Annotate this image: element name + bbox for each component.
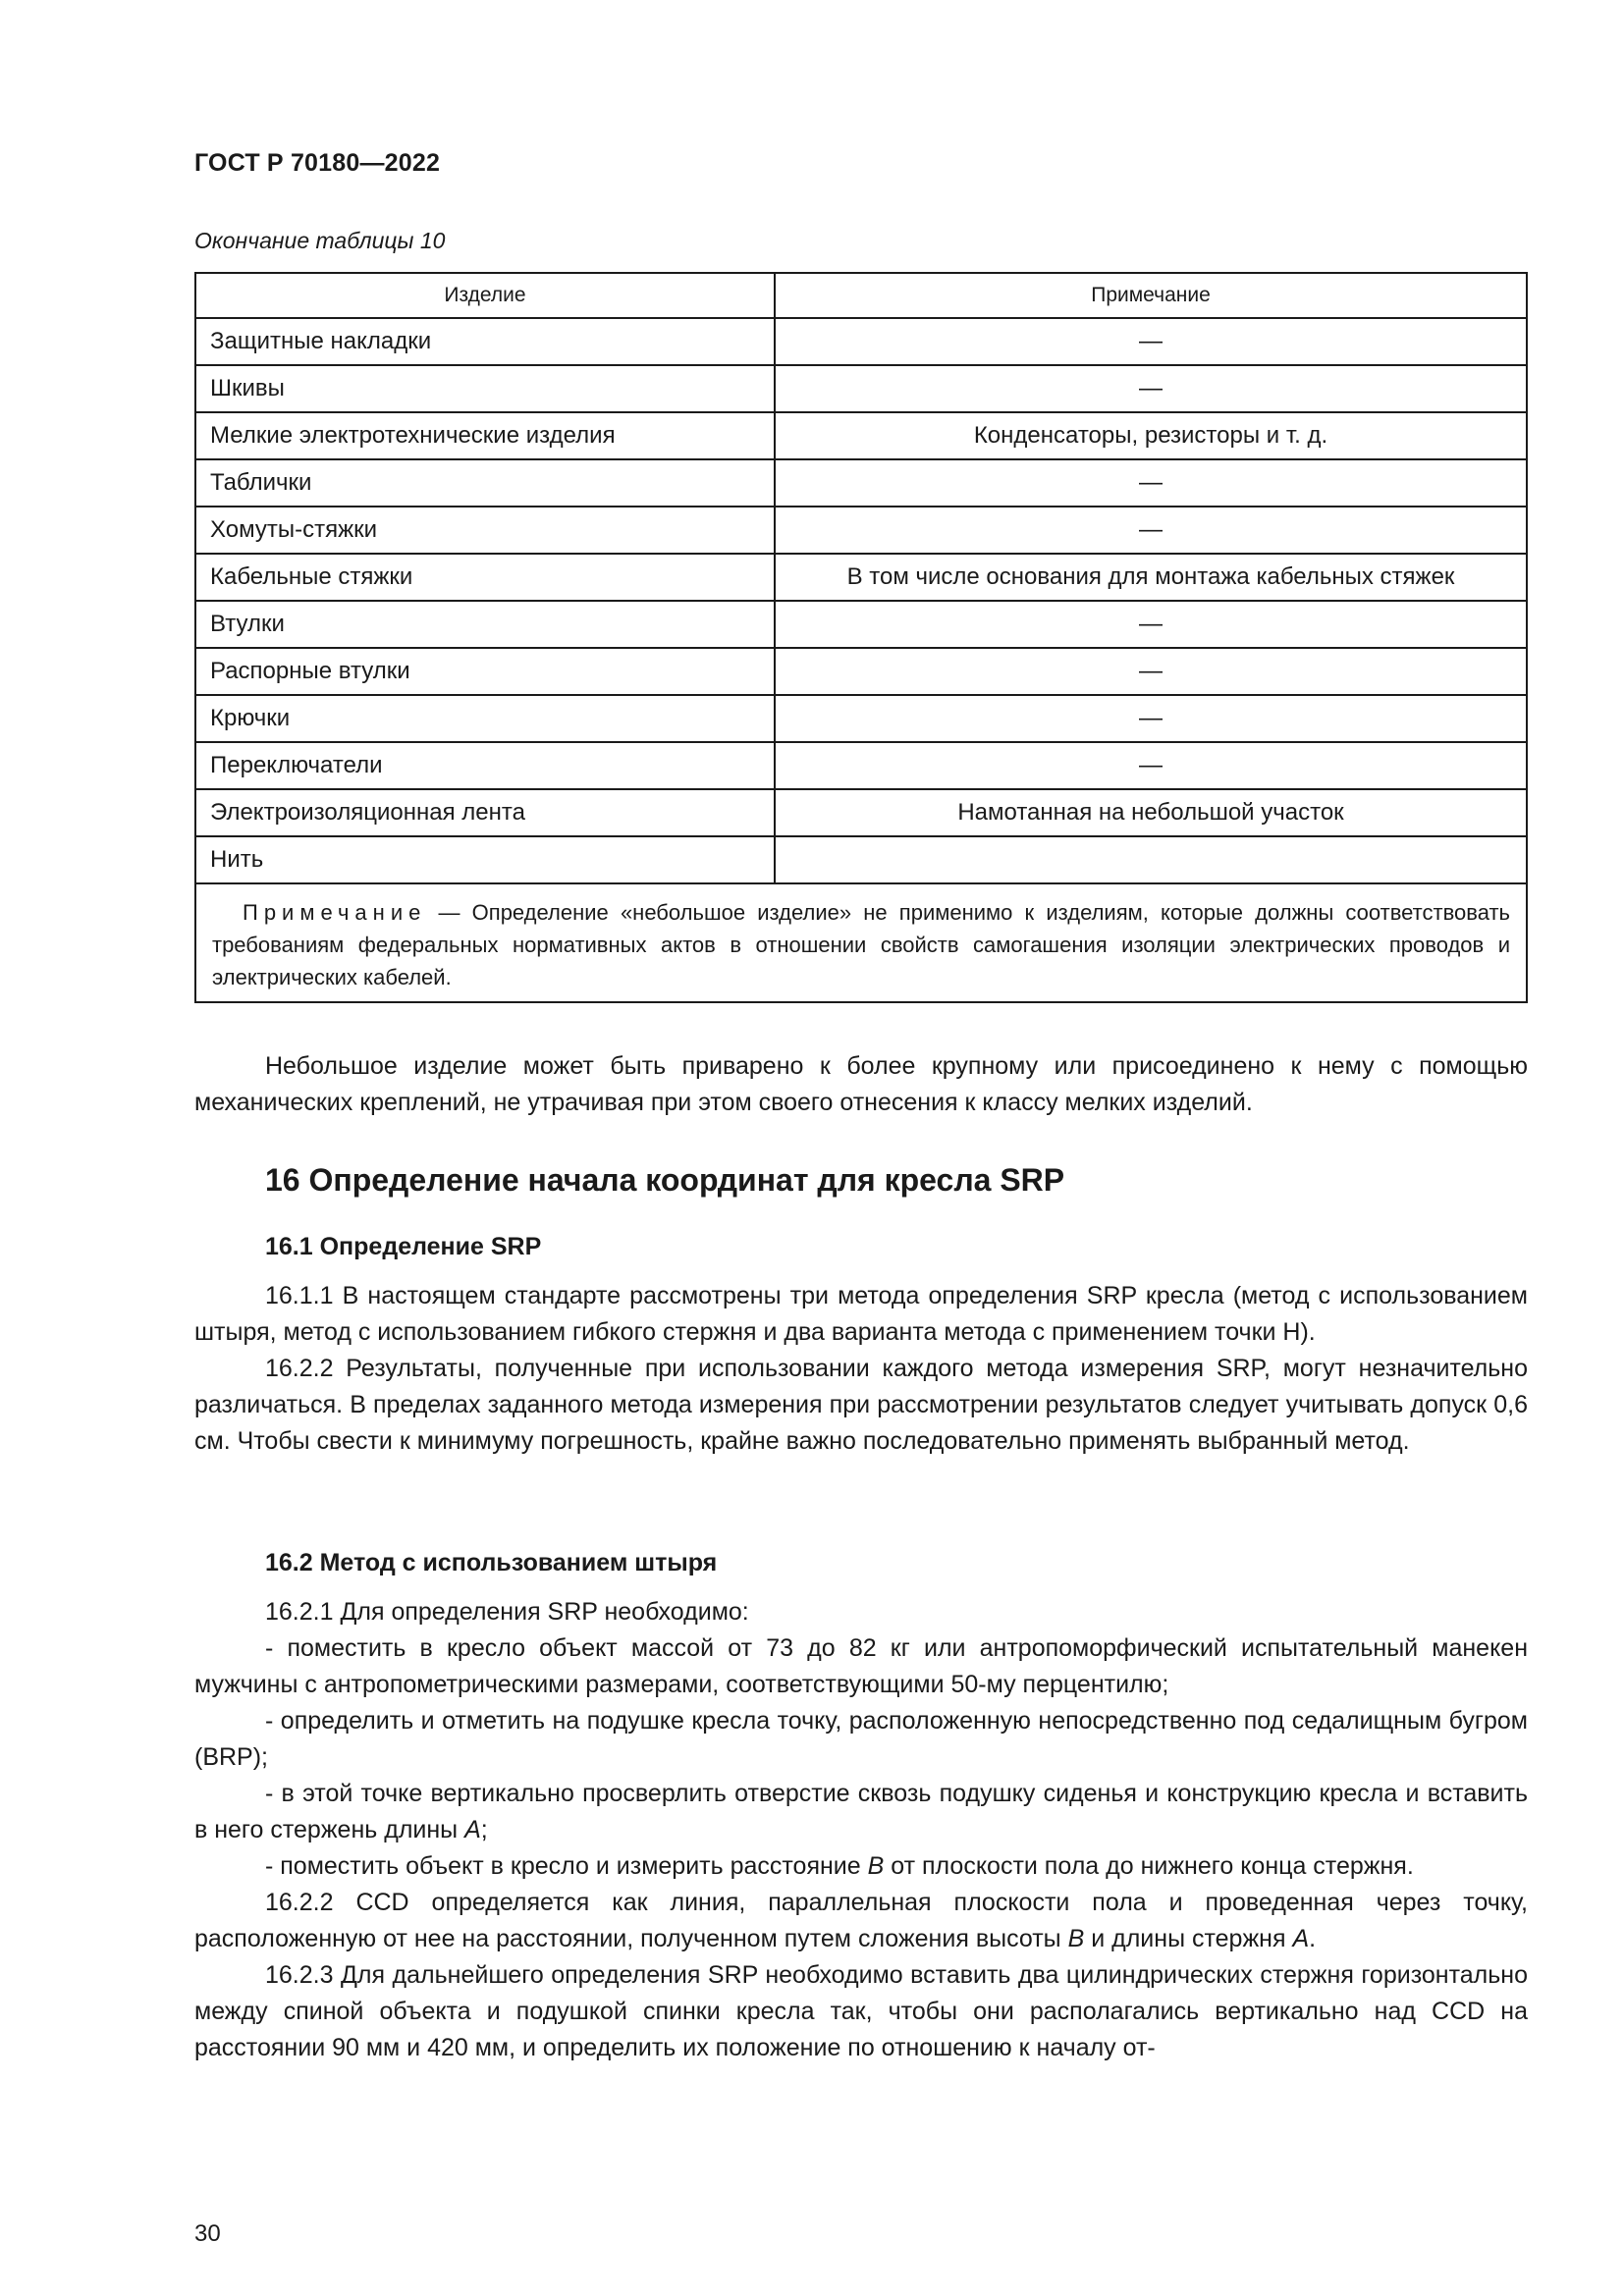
table-cell-item: Электроизоляционная лента <box>195 789 775 836</box>
table-cell-item: Защитные накладки <box>195 318 775 365</box>
table-row <box>195 836 1527 883</box>
table-cell-note: В том числе основания для монтажа кабельных стяжек <box>775 554 1527 601</box>
section-16-2-body <box>194 1594 1528 2066</box>
ccd-text: 16.2.2 CCD определяется как линия, параллельная плоскости пола и проведенная через точку, расположенную от нее на расстоянии, полученном путем сложения высоты <box>194 1889 1528 1952</box>
table-cell-note: Конденсаторы, резисторы и т. д. <box>775 412 1527 459</box>
ccd-text-end: . <box>1309 1925 1317 1952</box>
table-cell-note: — <box>775 695 1527 742</box>
bullet-4-text: - поместить объект в кресло и измерить расстояние <box>265 1852 868 1880</box>
table-row <box>195 789 1527 836</box>
table-row <box>195 412 1527 459</box>
table-row <box>195 695 1527 742</box>
table-note-row <box>195 883 1527 1002</box>
table-caption: Окончание таблицы 10 <box>194 228 446 253</box>
table-cell-item: Нить <box>195 836 775 883</box>
table-row <box>195 318 1527 365</box>
paragraph-16-2-1: 16.2.1 Для определения SRP необходимо: <box>265 1598 749 1626</box>
paragraph-16-2-3: 16.2.3 Для дальнейшего определения SRP необходимо вставить два цилиндрических стержня горизонтально между спиной объекта и подушкой спинки кресла так, чтобы они располагались вертикально над CCD на расстоянии 90 мм и 420 мм, и определить их положение по отношению к началу от- <box>194 1961 1528 2061</box>
table-cell-note: — <box>775 601 1527 648</box>
table-cell-item: Крючки <box>195 695 775 742</box>
table-cell-note: — <box>775 365 1527 412</box>
list-item-bullet-3 <box>194 1776 1528 1848</box>
table-cell-note: — <box>775 459 1527 507</box>
paragraph-16-1-1: 16.1.1 В настоящем стандарте рассмотрены три метода определения SRP кресла (метод с использованием штыря, метод с использованием гибкого стержня и два варианта метода с применением точки Н). <box>194 1282 1528 1346</box>
variable-b: B <box>867 1852 885 1880</box>
table-cell-item: Втулки <box>195 601 775 648</box>
section-16-1-body <box>194 1278 1528 1460</box>
table-cell-note <box>775 836 1527 883</box>
list-item-bullet-2: - определить и отметить на подушке кресла точку, расположенную непосредственно под седалищным бугром (BRP); <box>194 1707 1528 1771</box>
table-row <box>195 601 1527 648</box>
table-cell-item: Переключатели <box>195 742 775 789</box>
table-cell-note: — <box>775 318 1527 365</box>
table-row <box>195 365 1527 412</box>
paragraph-16-2-2-ccd <box>194 1885 1528 1957</box>
table-cell-item: Шкивы <box>195 365 775 412</box>
bullet-3-text: - в этой точке вертикально просверлить отверстие сквозь подушку сиденья и конструкцию кресла и вставить в него стержень длины <box>194 1780 1528 1843</box>
paragraph-16-2-2-results: 16.2.2 Результаты, полученные при использовании каждого метода измерения SRP, могут незначительно различаться. В пределах заданного метода измерения при рассмотрении результатов следует учитывать допуск 0,6 см. Чтобы свести к минимуму погрешность, крайне важно последовательно применять выбранный метод. <box>194 1355 1528 1455</box>
variable-b: B <box>1067 1925 1085 1952</box>
table-cell-item: Распорные втулки <box>195 648 775 695</box>
paragraph-small-item: Небольшое изделие может быть приварено к более крупному или присоединено к нему с помощью механических креплений, не утрачивая при этом своего отнесения к классу мелких изделий. <box>194 1052 1528 1116</box>
table-cell-note: — <box>775 742 1527 789</box>
subsection-16-1-title: 16.1 Определение SRP <box>265 1233 542 1260</box>
variable-a: A <box>1292 1925 1310 1952</box>
table-header-row <box>195 273 1527 318</box>
table-cell-note: Намотанная на небольшой участок <box>775 789 1527 836</box>
table-note-text: — Определение «небольшое изделие» не применимо к изделиям, которые должны соответствовать требованиям федеральных нормативных актов в отношении свойств самогашения изоляции электрических проводов и электрических кабелей. <box>212 900 1510 989</box>
table-row <box>195 507 1527 554</box>
list-item-bullet-1: - поместить в кресло объект массой от 73 до 82 кг или антропоморфический испытательный манекен мужчины с антропометрическими размерами, соответствующими 50-му перцентилю; <box>194 1634 1528 1698</box>
table-cell-item: Хомуты-стяжки <box>195 507 775 554</box>
subsection-16-2-title: 16.2 Метод с использованием штыря <box>265 1549 718 1576</box>
table-header-cell: Примечание <box>775 273 1527 318</box>
table-note-cell <box>195 883 1527 1002</box>
table-row <box>195 459 1527 507</box>
table-cell-note: — <box>775 648 1527 695</box>
table-cell-item: Таблички <box>195 459 775 507</box>
table-row <box>195 742 1527 789</box>
section-title: 16 Определение начала координат для кресла SRP <box>265 1162 1065 1198</box>
variable-a: A <box>464 1816 481 1843</box>
table-cell-item: Мелкие электротехнические изделия <box>195 412 775 459</box>
document-header-id: ГОСТ Р 70180—2022 <box>194 149 441 177</box>
bullet-4-end: от плоскости пола до нижнего конца стержня. <box>884 1852 1414 1880</box>
table-cell-note: — <box>775 507 1527 554</box>
table-cell-item: Кабельные стяжки <box>195 554 775 601</box>
table-header-cell: Изделие <box>195 273 775 318</box>
list-item-bullet-4 <box>194 1848 1528 1885</box>
page-number: 30 <box>194 2220 221 2247</box>
table-10-end <box>194 272 1528 1003</box>
table-row <box>195 554 1527 601</box>
bullet-3-end: ; <box>480 1816 488 1843</box>
table-note-label: Примечание <box>243 900 427 925</box>
table-row <box>195 648 1527 695</box>
ccd-text-mid: и длины стержня <box>1084 1925 1293 1952</box>
